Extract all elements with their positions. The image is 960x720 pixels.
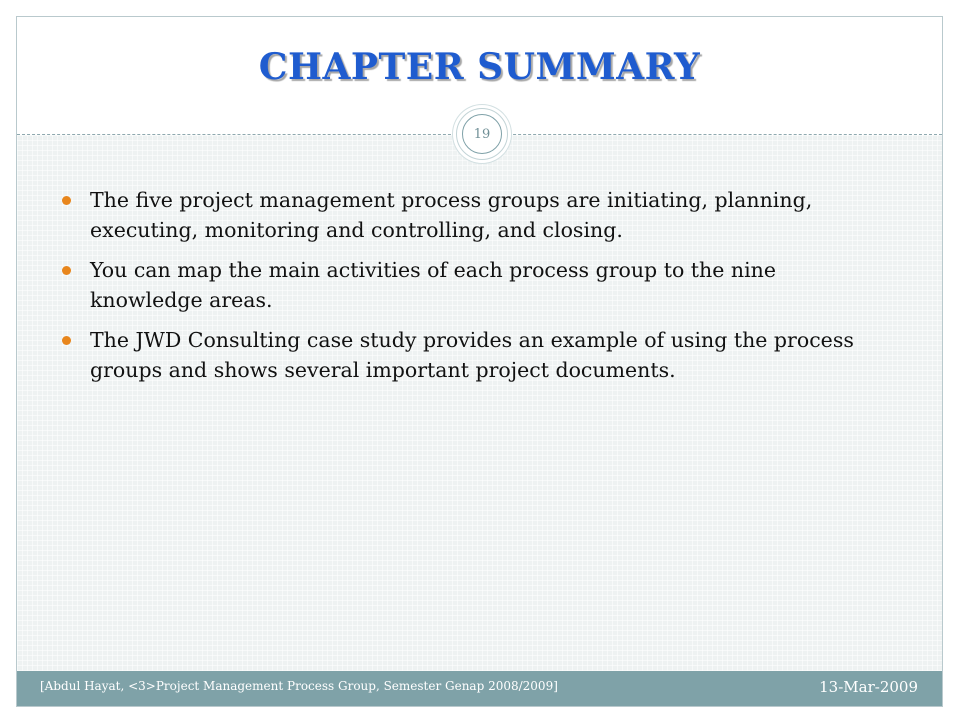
bullet-text: The five project management process groups are initiating, planning, executing, monitoring and controlling, and closing. (90, 188, 813, 242)
footer-citation: [Abdul Hayat, <3>Project Management Process Group, Semester Genap 2008/2009] (40, 679, 558, 693)
bullet-text: You can map the main activities of each process group to the nine knowledge areas. (90, 258, 776, 312)
page-number: 19 (462, 114, 502, 154)
footer-date: 13-Mar-2009 (819, 678, 918, 696)
bullet-item (60, 185, 880, 245)
bullet-marker-icon (62, 336, 71, 345)
page-number-badge (456, 108, 508, 160)
bullet-marker-icon (62, 266, 71, 275)
bullet-item (60, 255, 880, 315)
bullet-item (60, 325, 880, 385)
bullet-marker-icon (62, 196, 71, 205)
bullet-text: The JWD Consulting case study provides an example of using the process groups and shows several important project documents. (90, 328, 854, 382)
bullet-list (60, 185, 880, 395)
slide-title: CHAPTER SUMMARY (258, 46, 701, 88)
